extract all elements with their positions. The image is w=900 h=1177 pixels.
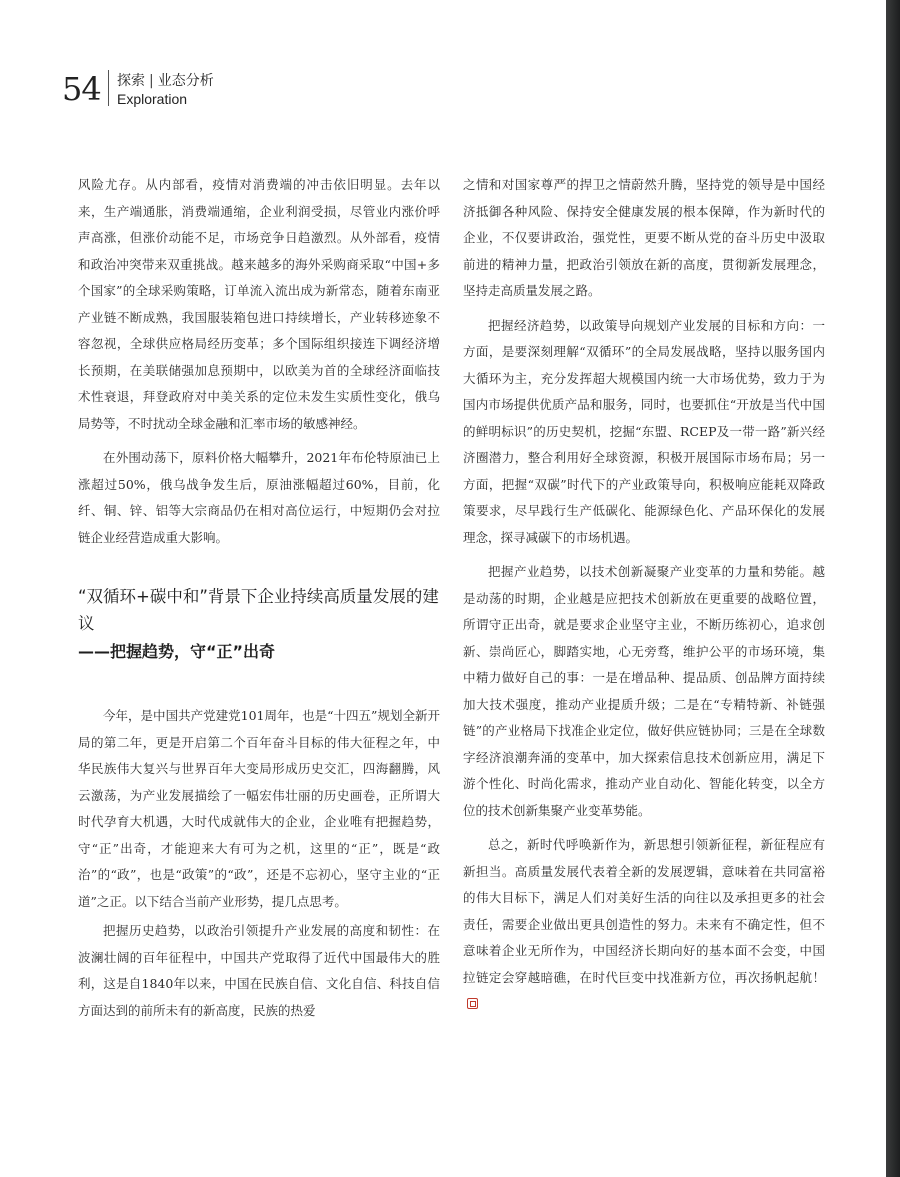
category-label: 业态分析: [157, 73, 214, 89]
section-separator: |: [149, 73, 154, 89]
section-label: 探索: [117, 73, 145, 89]
left-paragraph-4: 把握历史趋势，以政治引领提升产业发展的高度和韧性：在波澜壮阔的百年征程中，中国共产党取得了近代中国最伟大的胜利，这是自1840年以来，中国在民族自信、文化自信、科技自信方面达到的前所未有的新高度，民族的热爱: [78, 923, 440, 1018]
left-paragraph-1: 风险尤存。从内部看，疫情对消费端的冲击依旧明显。去年以来，生产端通胀，消费端通缩，企业利润受损，尽管业内涨价呼声高涨，但涨价动能不足，市场竞争日趋激烈。从外部看，疫情和政治冲突带来双重挑战。越来越多的海外采购商采取“中国+多个国家”的全球采购策略，订单流入流出成为新常态，随着东南亚产业链不断成熟，我国服装箱包进口持续增长，产业转移迹象不容忽视，全球供应格局经历变革；多个国际组织接连下调经济增长预期，在美联储强加息预期中，以欧美为首的全球经济面临技术性衰退，拜登政府对中美关系的定位未发生实质性变化，俄乌局势等，不时扰动全球金融和汇率市场的敏感神经。: [78, 177, 440, 431]
header-divider: [108, 70, 109, 106]
end-mark-icon: [467, 998, 478, 1009]
left-paragraph-2: 在外围动荡下，原料价格大幅攀升，2021年布伦特原油已上涨超过50%，俄乌战争发生后，原油涨幅超过60%，目前，化纤、铜、锌、铝等大宗商品仍在相对高位运行，中短期仍会对拉链企业经营造成重大影响。: [78, 450, 440, 545]
page-edge-shadow: [886, 0, 900, 1177]
right-column: [463, 172, 825, 1018]
section-heading: [78, 583, 440, 667]
right-paragraph-4: [463, 832, 825, 1018]
right-paragraph-3: 把握产业趋势，以技术创新凝聚产业变革的力量和势能。越是动荡的时期，企业越是应把技术创新放在更重要的战略位置，所谓守正出奇，就是要求企业坚守主业，不断历练初心，追求创新、崇尚匠心，脚踏实地，心无旁骛，维护公平的市场环境，集中精力做好自己的事：一是在增品种、提品质、创品牌方面持续加大技术强度，推动产业提质升级；二是在“专精特新、补链强链”的产业格局下找准企业定位，做好供应链协同；三是在全球数字经济浪潮奔涌的变革中，加大探索信息技术创新应用，满足下游个性化、时尚化需求，推动产业自动化、智能化转变，以全方位的技术创新集聚产业变革势能。: [463, 564, 825, 818]
right-paragraph-1: 之情和对国家尊严的捍卫之情蔚然升腾，坚持党的领导是中国经济抵御各种风险、保持安全健康发展的根本保障，作为新时代的企业，不仅要讲政治，强党性，更要不断从党的奋斗历史中汲取前进的精神力量，把政治引领放在新的高度，贯彻新发展理念，坚持走高质量发展之路。: [463, 177, 825, 298]
page-number: 54: [62, 70, 101, 108]
closing-text: 总之，新时代呼唤新作为，新思想引领新征程，新征程应有新担当。高质量发展代表着全新的发展逻辑，意味着在共同富裕的伟大目标下，满足人们对美好生活的向往以及承担更多的社会责任，需要企业做出更具创造性的努力。未来有不确定性，但不意味着企业无所作为，中国经济长期向好的基本面不会变，中国拉链定会穿越暗礁，在时代巨变中找准新方位，再次扬帆起航！: [463, 837, 825, 985]
left-paragraph-3: 今年，是中国共产党建党101周年，也是“十四五”规划全新开局的第二年，更是开启第二个百年奋斗目标的伟大征程之年，中华民族伟大复兴与世界百年大变局形成历史交汇，四海翻腾，风云激荡，为产业发展描绘了一幅宏伟壮丽的历史画卷，正所谓大时代孕育大机遇，大时代成就伟大的企业，企业唯有把握趋势，守“正”出奇，才能迎来大有可为之机，这里的“正”，既是“政治”的“政”，也是“政策”的“政”，还是不忘初心，坚守主业的“正道”之正。以下结合当前产业形势，提几点思考。: [78, 708, 440, 909]
section-english-label: Exploration: [117, 91, 188, 107]
section-title: [117, 70, 214, 90]
left-column: [78, 172, 440, 1024]
right-paragraph-2: 把握经济趋势，以政策导向规划产业发展的目标和方向：一方面，是要深刻理解“双循环”的全局发展战略，坚持以服务国内大循环为主，充分发挥超大规模国内统一大市场优势，致力于为国内市场提供优质产品和服务，同时，也要抓住“开放是当代中国的鲜明标识”的历史契机，挖掘“东盟、RCEP及一带一路”新兴经济圈潜力，整合利用好全球资源，积极开展国际市场布局；另一方面，把握“双碳”时代下的产业政策导向，积极响应能耗双降政策要求，尽早践行生产低碳化、能源绿色化、产品环保化的发展理念，探寻减碳下的市场机遇。: [463, 317, 825, 545]
section-heading-title: “双循环+碳中和”背景下企业持续高质量发展的建议: [78, 587, 439, 633]
section-heading-subtitle: ——把握趋势，守“正”出奇: [78, 642, 276, 661]
